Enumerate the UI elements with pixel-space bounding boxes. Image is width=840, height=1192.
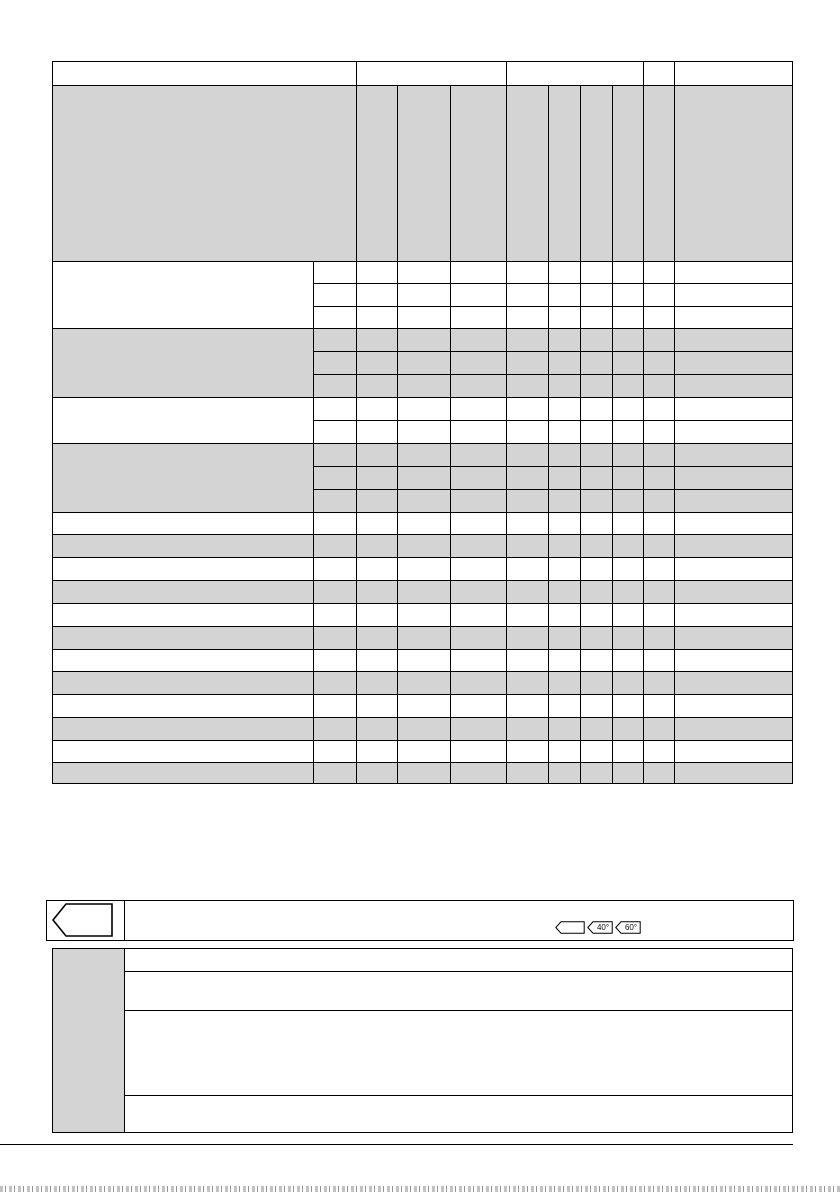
table-row-15 bbox=[52, 717, 793, 740]
table-row-13 bbox=[52, 671, 793, 694]
table-header-body bbox=[52, 85, 793, 261]
tag-icon bbox=[52, 903, 114, 937]
tag-40-label: 40° bbox=[596, 923, 610, 932]
scan-edge-strip bbox=[0, 1186, 840, 1192]
table-row-group-2 bbox=[52, 328, 793, 397]
tag-60-icon bbox=[615, 921, 641, 934]
table-row-group-4 bbox=[52, 443, 793, 512]
notes-side-panel bbox=[52, 949, 124, 1132]
table-row-7 bbox=[52, 534, 793, 557]
table-row-9 bbox=[52, 580, 793, 603]
table-row-17 bbox=[52, 762, 793, 783]
footer-rule bbox=[0, 1144, 793, 1145]
table-row-11 bbox=[52, 626, 793, 649]
tag-plain-icon bbox=[555, 921, 585, 934]
tag-40-icon bbox=[587, 921, 613, 934]
tag-60-label: 60° bbox=[624, 923, 638, 932]
